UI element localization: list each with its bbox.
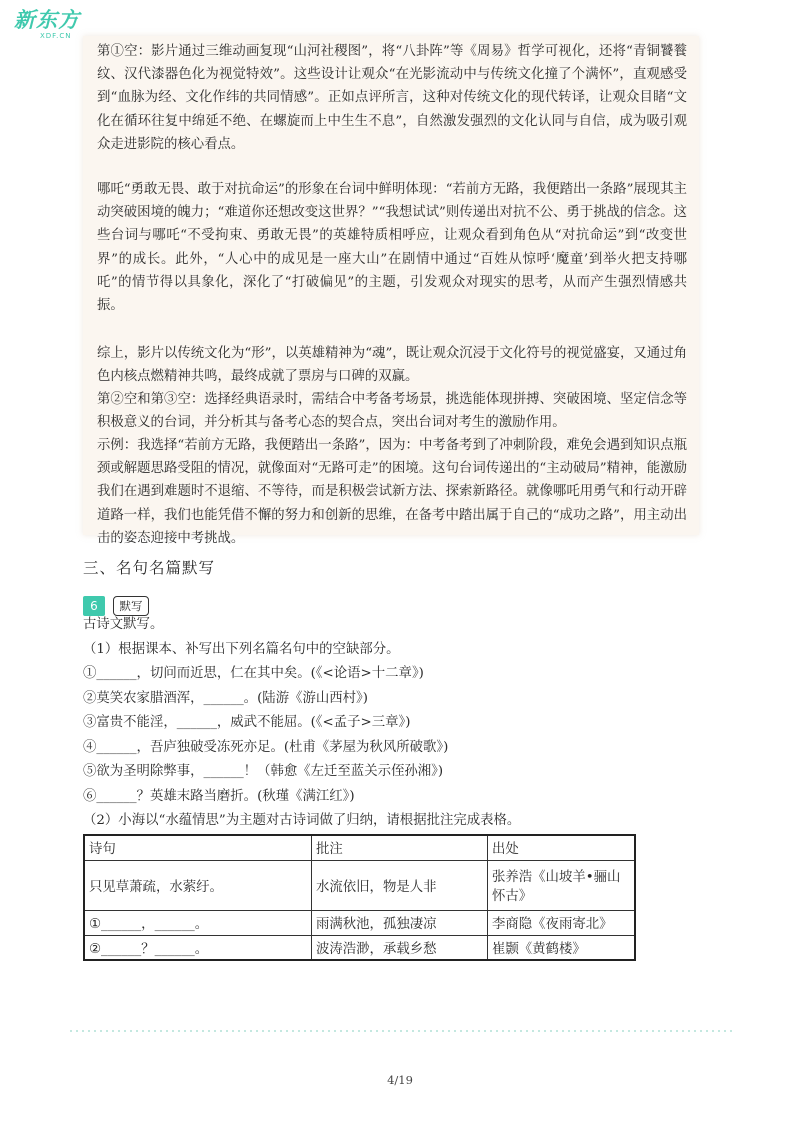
question-number-badge: 6 [83,596,105,616]
section-title: 三、名句名篇默写 [83,559,216,577]
header-cell: 诗句 [84,835,312,860]
fill-item: ⑤欲为圣明除弊事，______！（韩愈《左迁至蓝关示侄孙湘》) [83,764,444,779]
table-cell: 雨满秋池，孤独凄凉 [312,910,488,935]
part1-title: （1）根据课本、补写出下列名篇名句中的空缺部分。 [83,642,400,657]
page-number: 4/19 [387,1073,413,1087]
table-row [84,935,635,960]
poem-table [83,834,636,961]
answer-paragraph: 示例：我选择“若前方无路，我便踏出一条路”，因为：中考备考到了冲刺阶段，难免会遇到知识点瓶颈或解题思路受阻的情况，就像面对“无路可走”的困境。这句台词传递出的“主动破局”精神，能激励我们在遇到难题时不退缩、不等待，而是积极尝试新方法、探索新路径。就像哪吒用勇气和行动开辟道路一样，我们也能凭借不懈的努力和创新的思维，在备考中踏出属于自己的“成功之路”，用主动出击的姿态迎接中考挑战。 [97,438,687,546]
table-cell: 崔颢《黄鹤楼》 [488,935,636,960]
table-cell: 水流依旧，物是人非 [312,860,488,910]
table-cell: 李商隐《夜雨寄北》 [488,910,636,935]
answer-paragraph: 第①空：影片通过三维动画复现“山河社稷图”，将“八卦阵”等《周易》哲学可视化，还将“青铜饕餮纹、汉代漆器色化为视觉特效”。这些设计让观众“在光影流动中与传统文化撞了个满怀”，直观感受到“血脉为经、文化作纬的共同情感”。正如点评所言，这种对传统文化的现代转译，让观众目睹“文化在循环往复中绵延不绝、在螺旋而上中生生不息”，自然激发强烈的文化认同与自信，成为吸引观众走进影院的核心看点。 [97,44,687,152]
table-cell: ②______？______。 [84,935,312,960]
table-row [84,910,635,935]
fill-item: ⑥______？英雄末路当磨折。(秋瑾《满江红》) [83,789,355,804]
part2-title: （2）小海以“水蕴情思”为主题对古诗词做了归纳，请根据批注完成表格。 [83,813,521,828]
answer-paragraph: 哪吒“勇敢无畏、敢于对抗命运”的形象在台词中鲜明体现：“若前方无路，我便踏出一条路”展现其主动突破困境的魄力；“难道你还想改变这世界？”“我想试试”则传递出对抗不公、勇于挑战的信念。这些台词与哪吒“不受拘束、勇敢无畏”的英雄特质相呼应，让观众看到角色从“对抗命运”到“改变世界”的成长。此外，“人心中的成见是一座大山”在剧情中通过“百姓从惊呼‘魔童’到举火把支持哪吒”的情节得以具象化，深化了“打破偏见”的主题，引发观众对现实的思考，从而产生强烈情感共振。 [97,182,687,314]
fill-item: ③富贵不能淫，______，威武不能屈。(《<孟子>三章》) [83,715,411,730]
table-cell: 张养浩《山坡羊•骊山怀古》 [488,860,636,910]
fill-item: ④______，吾庐独破受冻死亦足。(杜甫《茅屋为秋风所破歌》) [83,740,449,755]
table-cell: 只见草萧疏，水萦纡。 [84,860,312,910]
table-row [84,860,635,910]
table-header-row [84,835,635,860]
brand-logo [14,8,90,42]
answer-explanation-box [83,36,699,546]
logo-text: 新东方 [14,8,80,32]
header-cell: 批注 [312,835,488,860]
question-type-tag: 默写 [113,596,149,616]
header-cell: 出处 [488,835,636,860]
fill-item: ②莫笑农家腊酒浑，______。(陆游《游山西村》) [83,691,368,706]
table-cell: 波涛浩渺，承载乡愁 [312,935,488,960]
dotted-divider [68,1030,732,1032]
question-intro: 古诗文默写。 [83,617,164,632]
fill-item: ①______，切问而近思，仁在其中矣。(《<论语>十二章》) [83,666,424,681]
answer-paragraph: 综上，影片以传统文化为“形”，以英雄精神为“魂”，既让观众沉浸于文化符号的视觉盛宴，又通过角色内核点燃精神共鸣，最终成就了票房与口碑的双赢。 [97,346,687,385]
logo-subtext: XDF.CN [40,32,72,40]
answer-paragraph: 第②空和第③空：选择经典语录时，需结合中考备考场景，挑选能体现拼搏、突破困境、坚定信念等积极意义的台词，并分析其与备考心态的契合点，突出台词对考生的激励作用。 [97,392,687,431]
table-cell: ①______，______。 [84,910,312,935]
